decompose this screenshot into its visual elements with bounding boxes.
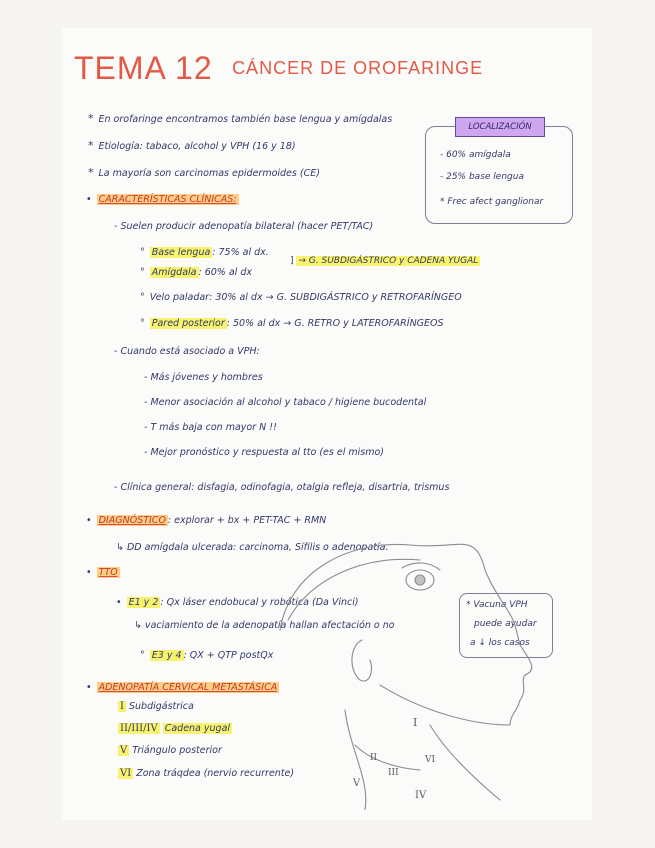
- site-pared-posterior: ° Pared posterior : 50% al dx → G. RETRO y LATEROFARÍNGEOS: [140, 318, 444, 329]
- level-label-VI: VI: [425, 755, 436, 765]
- intro-line-1: * En orofaringe encontramos también base lengua y amígdalas: [88, 112, 393, 125]
- head-neck-sketch: [270, 510, 560, 810]
- vph-item-4: - Mejor pronóstico y respuesta al tto (es el mismo): [144, 447, 384, 458]
- localization-title: LOCALIZACIÓN: [455, 117, 545, 137]
- vaccine-line-3: a ↓ los casos: [470, 638, 530, 648]
- localization-item-2: - 25% base lengua: [440, 172, 524, 182]
- treatment-e34: ° E3 y 4 : QX + QTP postQx: [140, 650, 274, 661]
- site-base-lengua: ° Base lengua : 75% al dx.: [140, 247, 269, 258]
- vaccine-line-2: puede ayudar: [474, 619, 537, 629]
- adenopathy-heading: • ADENOPATÍA CERVICAL METASTÁSICA: [86, 682, 278, 693]
- treatment-heading: • TTO: [86, 567, 118, 578]
- vph-item-1: - Más jóvenes y hombres: [144, 372, 263, 383]
- level-label-III: III: [388, 768, 399, 778]
- level-label-I: I: [413, 716, 418, 729]
- title-subtitle: CÁNCER DE OROFARINGE: [232, 58, 484, 78]
- adenopathy-item-1: I Subdigástrica: [120, 701, 194, 712]
- diagnosis-dd: ↳ DD amígdala ulcerada: carcinoma, Sífilis o adenopatía.: [116, 542, 389, 553]
- adenopathy-item-2: II/III/IV Cadena yugal: [120, 723, 231, 734]
- site-velo-paladar: ° Velo paladar: 30% al dx → G. SUBDIGÁSTRICO y RETROFARÍNGEO: [140, 292, 462, 303]
- clinical-heading: • CARACTERÍSTICAS CLÍNICAS:: [86, 194, 237, 205]
- clinical-general: - Clínica general: disfagia, odinofagia, otalgia refleja, disartria, trismus: [114, 482, 450, 493]
- localization-item-1: - 60% amígdala: [440, 150, 511, 160]
- clinical-adenopathy: - Suelen producir adenopatía bilateral (hacer PET/TAC): [114, 221, 374, 232]
- vph-item-2: - Menor asociación al alcohol y tabaco / higiene bucodental: [144, 397, 427, 408]
- diagnosis-line: • DIAGNÓSTICO : explorar + bx + PET-TAC + RMN: [86, 515, 327, 526]
- localization-item-3: * Frec afect ganglionar: [440, 197, 544, 207]
- intro-line-3: * La mayoría son carcinomas epidermoides (CE): [88, 166, 320, 179]
- intro-line-2: * Etiología: tabaco, alcohol y VPH (16 y 18): [88, 139, 296, 152]
- vph-intro: - Cuando está asociado a VPH:: [114, 346, 260, 357]
- level-label-V: V: [353, 778, 361, 789]
- sites-bracket-target: ] → G. SUBDIGÁSTRICO y CADENA YUGAL: [290, 256, 479, 266]
- title-number: TEMA 12: [74, 50, 213, 86]
- vph-item-3: - T más baja con mayor N !!: [144, 422, 277, 433]
- treatment-e12: • E1 y 2 : Qx láser endobucal y robótica (Da Vinci): [116, 597, 359, 608]
- adenopathy-item-4: VI Zona tráqdea (nervio recurrente): [120, 768, 295, 779]
- adenopathy-item-3: V Triángulo posterior: [120, 745, 222, 756]
- treatment-e12-sub: ↳ vaciamiento de la adenopatía hallan afectación o no: [134, 620, 395, 631]
- vaccine-line-1: * Vacuna VPH: [466, 600, 528, 610]
- site-amigdala: ° Amígdala : 60% al dx: [140, 267, 252, 278]
- page-title: [74, 50, 483, 87]
- level-label-IV: IV: [415, 790, 427, 801]
- level-label-II: II: [370, 753, 378, 763]
